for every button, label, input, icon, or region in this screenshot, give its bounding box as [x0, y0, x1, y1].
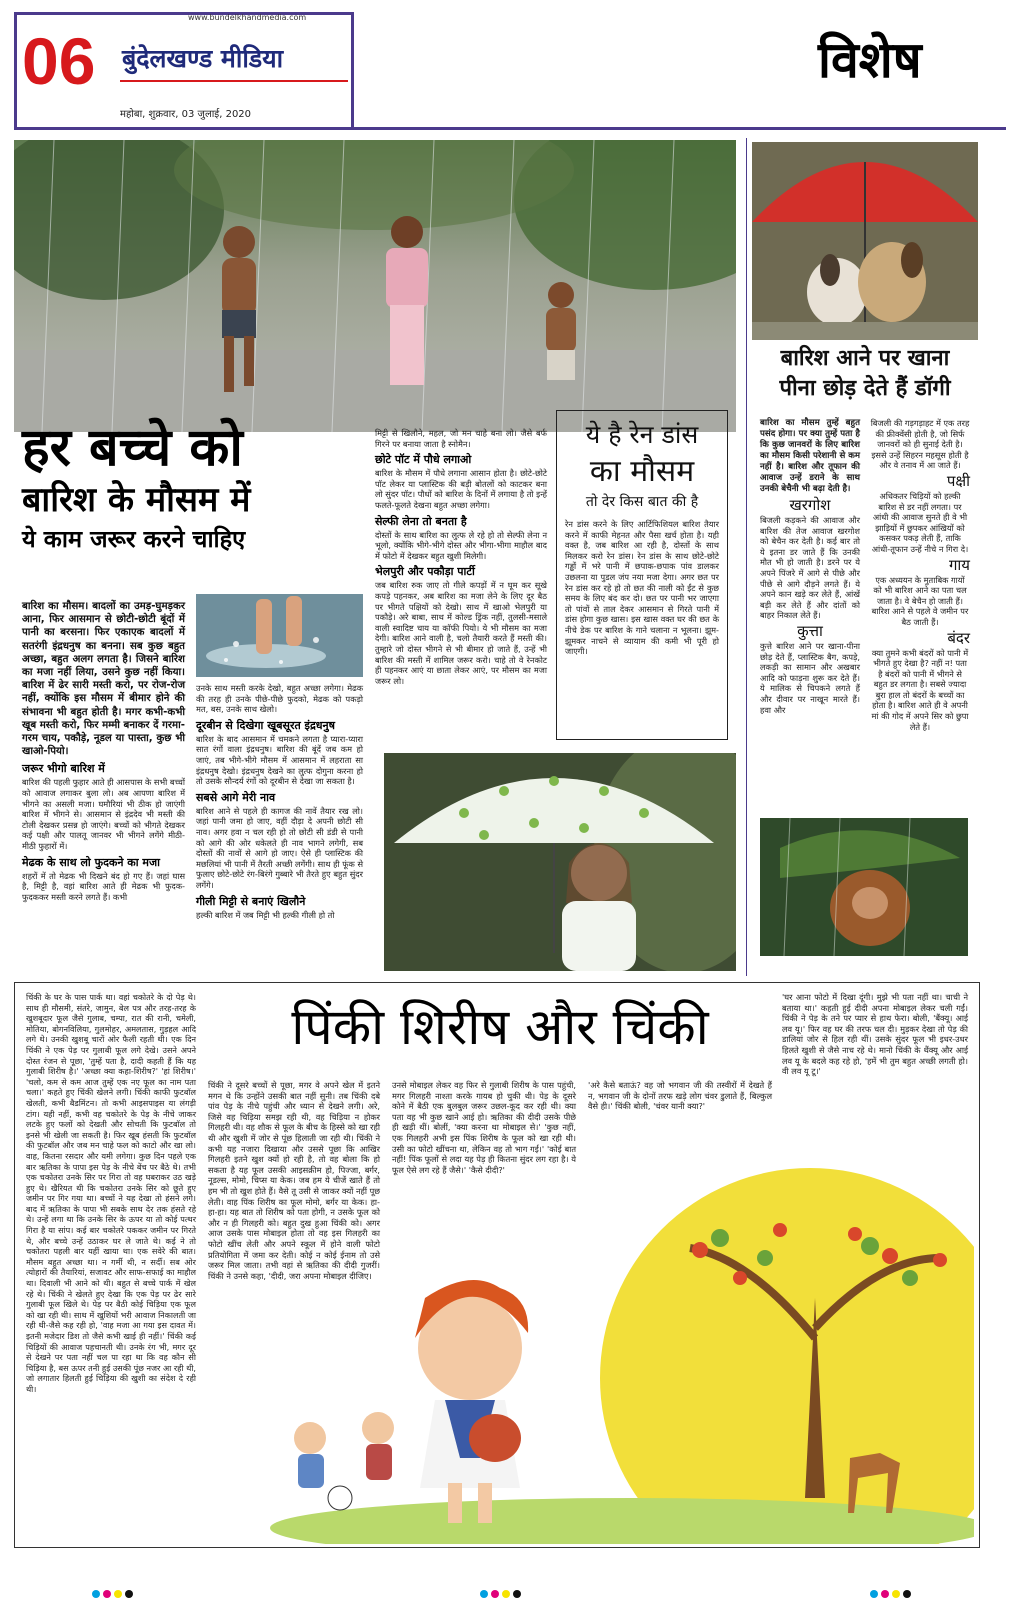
- rain-dance-subhead: तो देर किस बात की है: [585, 494, 699, 510]
- brand-logo-text: बुंदेलखण्ड मीडिया: [122, 44, 284, 73]
- main-headline: [22, 418, 377, 556]
- sec2-title: मेढक के साथ लो फुदकने का मजा: [22, 855, 161, 869]
- sec4-title: सबसे आगे मेरी नाव: [196, 790, 276, 804]
- registration-marks-right: [870, 1583, 914, 1602]
- story-col4: [588, 1080, 772, 1112]
- story-col1-text: चिंकी के घर के पास पार्क था। वहां चकोतरे के दो पेड़ थे। साथ ही मौसमी, संतरे, जामुन, बेल पत्र और तरह-तरह के खुशबूदार फूल जैसे गुलाब, चम्पा, रात की रानी, चमेली, मोतिया, बोगनविलिया, गुलमोहर, अमलतास, गुड़हल आदि लगे थे। उनकी खुशबू चारों ओर फैली रहती थी। एक दिन चिंकी ने एक पेड़ पर गुलाबी फूल लगे देखे। उसने अपने दोस्त रंजन से पूछा, 'तुम्हें पता है, दादी कहती हैं कि यह गुलाबी शिरीष है।' 'अच्छा क्या कहा-शिरीष?' 'हां शिरीष।' 'चलो, कम से कम आज तुम्हें एक नए फूल का नाम पता चला।' कहते हुए चिंकी खेलने लगी। चिंकी काफी फुटबॉल खेलती, कभी बैडमिंटन। तो कभी आइसपाइस या लंगड़ी टांग। यही नहीं, कभी वह चकोतरे के पेड़ के नीचे जाकर लटके हुए फलों को देखती और सोचती कि फुटबॉल तो इनसे भी खेली जा सकती है। फिर खूब हंसती कि फुटबॉल की फुटबॉल और जब मन चाहे फल को काटो और खा लो। वाह, कितना रसदार और यमी लगेगा। कुछ दिन पहले एक बार ऋतिका के पापा इस पेड़ के नीचे बेंच पर बैठे थे। तभी एक चकोतरा उनके सिर पर गिरा तो वह घबराकर उठ खड़े हुए थे। खैरियत थी कि चकोतरा उनके सिर को छूते हुए जमीन पर गिर गया था। बच्चों ने यह देखा तो हंसने लगे। बाद में ऋतिका के पापा भी सबके साथ देर तक हंसते रहे थे। उन्हें लगा था कि उनके सिर के ऊपर या तो कोई पत्थर गिरा है या सांप। कई बार चकोतरे पककर जमीन पर गिरते थे, और बच्चे उन्हें उठाकर घर ले जाते थे। कई ने तो चकोतरा पहली बार यहीं खाया था। एक सवेरे की बात। मौसम बहुत अच्छा था। न गर्मी थी, न सर्दी। सब ओर त्योहारों की तैयारियां, सजावट और साफ-सफाई का माहौल था। दिवाली भी आने को थी। बहुत से बच्चे पार्क में खेल रहे थे। चिंकी ने खेलते हुए देखा कि एक पेड़ पर ढेर सारे गुलाबी फूल खिले थे। पेड़ पर बैठी कोई चिड़िया एक फूल को खा रही थी। साथ में खुशियों भरी आवाज निकालती जा रही थी-जैसे कह रही हो, 'वाह मजा आ गया इस दावत में। इतनी मजेदार डिश तो जैसे कभी खाई ही नहीं।' चिंकी कई चिड़ियों की आवाज पहचानती थी। उनके रंग भी, मगर दूर से देखने पर पता नहीं चल पा रहा था कि वह कौन सी चिड़िया है, बस ऊपर तनी हुई उसकी पूंछ नजर आ रही थी, जो लगातार हिलती हुई चिड़िया की खुशी का संदेश दे रही थी।: [26, 992, 196, 1394]
- section-title: विशेष: [818, 31, 922, 89]
- main-story-col3: [375, 428, 547, 686]
- rain-dance-headline1: ये है रेन डांस: [585, 420, 699, 449]
- registration-marks-left: [92, 1583, 136, 1602]
- story-col2-text: चिंकी ने दूसरे बच्चों से पूछा, मगर वे अपने खेल में इतने मगन थे कि उन्होंने उसकी बात नहीं सुनी। तब चिंकी दबे पांव पेड़ के नीचे पहुंची और ध्यान से देखने लगी। अरे, जिसे वह चिड़िया समझ रही थी, वह चिड़िया न होकर गिलहरी थी। वह शौक से फूल के बीच के हिस्से को खा रही थी और खुशी में जोर से पूंछ हिलाती जा रही थी। चिंकी ने कभी यह नजारा दिखाया और उससे पूछा कि आखिर गिलहरी इतने खुश क्यों हो रही है, तो वह बोला कि हो सकता है यह फूल उसकी आइसक्रीम हो, पिज्जा, बर्गर, नूडल्स, मोमो, चिप्स या केक। जब हम ये चीजें खाते हैं तो हम भी तो खुश होते हैं। वैसे तू उसी से जाकर क्यों नहीं पूछ लेती। वाह पिंक शिरीष का फूल मोमो, बर्गर या केक। हा-हा-हा। यह बात तो शिरीष को पता होगी, न उसके फूल को और न ही गिलहरी को। बहुत दुख हुआ चिंकी को। अगर आज उसके पास मोबाइल होता तो वह इस गिलहरी का फोटो खींच लेती और अपने स्कूल में होने वाली फोटो प्रतियोगिता में जमा कर देती। कोई न कोई ईनाम तो उसे जरूर मिल जाता। तभी वहां से ऋतिका की दीदी गुजरीं। चिंकी ने उनसे कहा, 'दीदी, जरा अपना मोबाइल दीजिए।: [208, 1080, 380, 1281]
- story-col3-text: उनसे मोबाइल लेकर वह फिर से गुलाबी शिरीष के पास पहुंची, मगर गिलहरी नाश्ता करके गायब हो चुकी थी। पेड़ के दूसरे कोने में बैठी एक बुलबुल जरूर उछल-कूद कर रही थी। क्या पता वह भी कुछ खाने आई हो। ऋतिका की दीदी उसके पीछे ही खड़ी थीं। बोलीं, 'क्या करना था मोबाइल से।' 'कुछ नहीं, एक गिलहरी अभी इस पिंक शिरीष के फूल को खा रही थी। उसी का फोटो खींचना था, लेकिन वह तो भाग गई।' 'कोई बात नहीं! पिंक फूलों से लदा यह पेड़ ही कितना सुंदर लग रहा है। ये फूल ऐसे लग रहे हैं जैसे।' 'कैसे दीदी?': [392, 1080, 576, 1175]
- illustration-girl-tree: [250, 1138, 974, 1544]
- dog-text-continued: बिजली की गड़गड़ाहट में एक तरह की फ्रीक्वेंसी होती है, जो सिर्फ जानवरों को ही सुनाई देती है। इससे उन्हें सिहरन महसूस होती है और वे तनाव में आ जाते हैं।: [870, 418, 970, 471]
- main-lead: बारिश का मौसम। बादलों का उमड़-घुमड़कर आना, फिर आसमान से छोटी-छोटी बूंदों में पानी का बरसना। फिर एकाएक बादलों में सतरंगी इंद्रधनुष का बनना। सब कुछ बहुत अच्छा, बहुत अलग लगता है। जिसने बारिश का मजा नहीं लिया, उसने कुछ नहीं किया। बारिश में ढेर सारी मस्ती करो, पर रोज-रोज नहीं, क्योंकि इस मौसम में बीमार होने की संभावना भी बहुत होती है। मगर कभी-कभी खूब मस्ती करो, फिर मम्मी बनाकर दें गरमा-गरम चाय, पकौड़े, नूडल या पास्ता, कुछ भी खाओ-पियो।: [22, 601, 185, 758]
- cow-title: गाय: [948, 555, 970, 574]
- story-title: पिंकी शिरीष और चिंकी: [291, 998, 709, 1056]
- col2-continued: उनके साथ मस्ती करके देखो, बहुत अच्छा लगेगा। मेढक की तरह ही उनके पीछे-पीछे फुदको, मेढक को पकड़ो मत, बस, उनके साथ खेलो।: [196, 683, 363, 715]
- header-url[interactable]: www.bundelkhandmedia.com: [188, 13, 307, 22]
- story-col5: [782, 992, 968, 1077]
- sec5-title: गीली मिट्टी से बनाएं खिलौने: [196, 894, 306, 908]
- photo-monkey-leaf: [760, 818, 968, 956]
- main-headline-line3: ये काम जरूर करने चाहिए: [22, 525, 246, 553]
- sec1-text: बारिश की पहली फुहार आते ही आसपास के सभी बच्चों को आवाज लगाकर बुला लो। अब आपणा बारिश में भीगने का असली मजा। घमौरियां भी ठीक हो जाएंगी बारिश में भीगने से। आसमान से इंद्रदेव भी मस्ती की टोली देखकर प्रसन्न हो जाएंगे। बच्चों को भीगते देखकर कई पक्षी और पालतू जानवर भी भीगने लगेंगे मीठी-मीठी फुहारों में।: [22, 777, 185, 851]
- sec6-text: बारिश के मौसम में पौधे लगाना आसान होता है। छोटे-छोटे पॉट लेकर या प्लास्टिक की बड़ी बोतलों को काटकर बना लो सुंदर पॉट। पौधों को बारिश के दिनों में लगाया है तो इन्हें फलते-फूलते देखना बहुत अच्छा लगेगा।: [375, 468, 547, 510]
- registration-marks-center: [480, 1583, 524, 1602]
- rain-dance-text: रेन डांस करने के लिए आर्टिफिशियल बारिश तैयार करने में काफी मेहनत और पैसा खर्च होता है। यही वक्त है, जब बारिश आ रही है, दोस्तों के साथ मिलकर करो रेन डांस। रेन डांस के साथ छोटे-छोटे गड्ढों में भरे पानी में छपाक-छपाक पांव डालकर उछलना या पुडल जंप नया मजा देगा। अगर छत पर रेन डांस कर रहे हो तो छत की नाली को ईंट से कुछ समय के लिए बंद कर दो। छत पर पानी भर जाएगा तो पांवों से ताल देकर आसमान से गिरते पानी में डांस होगा कुछ खास। इस खास वक्त घर की छत के नीचे डेक पर बारिश के गाने चलाना न भूलना। झूम-झूमकर नाचने से व्यायाम की कमी भी पूरी हो जाएगी।: [565, 519, 719, 657]
- rain-dance-box: [556, 410, 728, 740]
- sec8-text: जब बारिश रुक जाए तो गीले कपड़ों में न घूम कर सूखे कपड़े पहनकर, अब बारिश का मजा लेने के लिए दूर बैठ पर भीगते पक्षियों को देखो। साथ में खाओ भेलपुरी या पकौड़े। अरे बाबा, साथ में कोल्ड ड्रिंक नहीं, तुलसी-मसाले वाली स्वादिष्ट चाय या कॉफी पियो। ये भी मौसम का मजा देगी। बारिश आने वाली है, चलो तैयारी करते हैं मस्ती की। तुम्हारे जो दोस्त भीगने से भी बीमार हो जाते हैं, उन्हें भी बारिश की मस्ती में शामिल जरूर करो। चाहे तो वे रेनकोट ही पहनकर आएं या छाता लेकर आएं, पर मौसम का मजा जरूर लो।: [375, 580, 547, 686]
- bird-title: पक्षी: [946, 471, 970, 490]
- sec8-title: भेलपुरी और पकौड़ा पार्टी: [375, 565, 475, 579]
- dogs-col1: [760, 418, 860, 715]
- sec3-title: दूरबीन से दिखेगा खूबसूरत इंद्रधनुष: [196, 718, 336, 732]
- sec7-text: दोस्तों के साथ बारिश का लुत्फ ले रहे हो तो सेल्फी लेना न भूलो, क्योंकि भीगे-भीगे दोस्त और भीगा-भीगा माहौल बाद में फोटो में देखकर बहुत खुशी मिलेगी।: [375, 529, 547, 561]
- brand-underline: [120, 80, 348, 82]
- main-headline-line1: हर बच्चे को: [22, 418, 243, 478]
- dog-title: कुत्ता: [797, 621, 823, 640]
- sec5-text: हल्की बारिश में जब मिट्टी भी हल्की गीली हो तो: [196, 909, 335, 920]
- bird-text: अधिकतर चिड़ियों को हल्की बारिश से डर नहीं लगता। पर आंधी की आवाज सुनते ही वे भी झाड़ियों में छुपकर आंखियों को कसकर पकड़ लेती हैं, ताकि आंधी-तूफान उन्हें नीचे न गिरा दे।: [871, 490, 969, 554]
- brand-logo: [120, 34, 348, 78]
- dogs-headline: [752, 344, 978, 404]
- rabbit-title: खरगोश: [789, 496, 831, 514]
- header-rule: [14, 127, 1006, 130]
- main-story-col2: [196, 683, 363, 920]
- dogs-headline1: बारिश आने पर खाना: [780, 346, 950, 371]
- sec7-title: सेल्फी लेना तो बनता है: [375, 514, 467, 528]
- photo-girl-umbrella: [384, 753, 736, 971]
- story-col4-text: 'अरे कैसे बताऊं? वह जो भगवान जी की तस्वीरों में देखते हैं न, भगवान जी के दोनों तरफ खड़े लोग चंवर डुलाते हैं, बिल्कुल वैसे ही।' चिंकी बोली, 'चंवर यानी क्या?': [588, 1080, 772, 1112]
- story-col5-text: 'घर आना फोटो में दिखा दूंगी। मुझे भी पता नहीं था। चाची ने बताया था।' कहती हुई दीदी अपना मोबाइल लेकर चली गईं। चिंकी ने पेड़ के तने पर प्यार से हाथ फेरा। बोली, 'बैंक्यू। आई लव यू।' फिर वह घर की तरफ चल दी। मुड़कर देखा तो पेड़ की डालियां जोर से हिल रही थीं। उसके सुंदर फूल भी इधर-उधर हिलते खुशी से जैसे नाच रहे थे। मानो चिंकी के थैंक्यू और आई लव यू के बदले कह रहे हो, 'हमें भी तुम बहुत अच्छी लगती हो। वी लव यू टू।': [782, 992, 968, 1077]
- main-story-col1: [22, 600, 185, 902]
- sec2-text: शहरों में तो मेढक भी दिखने बंद हो गए हैं। जहां घास है, मिट्टी है, वहां बारिश आते ही मेढक भी फुदक-फुदककर मस्ती करने लगते हैं। कभी: [22, 870, 185, 902]
- main-headline-line2: बारिश के मौसम में: [22, 480, 251, 520]
- story-col1: [26, 992, 196, 1395]
- dog-text: कुत्ते बारिश आने पर खाना-पीना छोड़ देते हैं, प्लास्टिक बैग, कपड़े, लकड़ी का सामान और अखबार आदि को फाड़ना शुरू कर देते हैं। ये मालिक से चिपकने लगते हैं और दीवार पर नाखून मारते हैं। हवा और: [760, 640, 860, 715]
- sec4-text: बारिश आने से पहले ही कागज की नावें तैयार रख लो। जहां पानी जमा हो जाए, वहीं दौड़ा दे अपनी छोटी सी नाव। अगर हवा न चल रही हो तो छोटी सी डंडी से पानी को आगे की ओर धकेलते ही नाव भागने लगेगी, सब दोस्तों की नावों से आगे हो जाए। ऐसे ही प्लास्टिक की मछलियां भी पानी में तैरती अच्छी लगेंगी। साथ ही फूंक से फुलाए छोटे-छोटे रंग-बिरंगे गुब्बारे भी तैरते हुए बहुत सुंदर लगेंगे।: [196, 805, 363, 890]
- photo-splash: [196, 594, 363, 677]
- rain-dance-headline2: का मौसम: [589, 454, 695, 489]
- monkey-title: बंदर: [947, 628, 970, 647]
- monkey-text: क्या तुमने कभी बंदरों को पानी में भीगते हुए देखा है? नहीं न! पता है बंदरों को पानी में भीगने से बहुत डर लगता है। सबसे ज्यादा बुरा हाल तो बंदरों के बच्चों का होता है। बारिश आते ही वे अपनी मां की गोद में अपने सिर को छुपा लेते हैं।: [871, 647, 969, 732]
- photo-children-in-rain: [14, 140, 736, 432]
- brand-logo-art: [120, 34, 348, 78]
- sec6-title: छोटे पॉट में पौधे लगाओ: [375, 453, 472, 467]
- cow-text: एक अध्ययन के मुताबिक गायों को भी बारिश आने का पता चल जाता है। वे बेचैन हो जाती हैं। बारिश आने से पहले वे जमीन पर बैठ जाती हैं।: [871, 574, 969, 627]
- dateline: महोबा, शुक्रवार, 03 जुलाई, 2020: [120, 109, 252, 120]
- dogs-col2: [870, 418, 970, 732]
- dogs-intro: बारिश का मौसम तुम्हें बहुत पसंद होगा। पर क्या तुम्हें पता है कि कुछ जानवरों के लिए बारिश का मौसम किसी परेशानी से कम नहीं है। बारिश और तूफान की आवाज उन्हें डराने के साथ उनकी बेचैनी भी बढ़ा देती है।: [760, 418, 860, 494]
- dogs-headline2: पीना छोड़ देते हैं डॉगी: [779, 376, 951, 401]
- sec1-title: जरूर भीगो बारिश में: [22, 762, 105, 776]
- sec3-text: बारिश के बाद आसमान में चमकने लगता है प्यारा-प्यारा सात रंगों वाला इंद्रधनुष। बारिश की बूंदें जब कम हो जाएं, तब भीगे-भीगे मौसम में आसमान में लहराता सा इंद्रधनुष देखो। इंद्रधनुष देखने का लुत्फ दोगुना करना हो तो उसके सौन्दर्य रंगों को दूरबीन से देखा जा सकता है।: [196, 733, 363, 787]
- col3-continued: मिट्टी से खिलौने, महल, जो मन चाहे बना लो। जैसे बर्फ गिरने पर बनाया जाता है स्नोमैन।: [375, 428, 547, 449]
- photo-dogs-umbrella: [752, 142, 978, 340]
- page-number: 06: [22, 24, 96, 98]
- rabbit-text: बिजली कड़कने की आवाज और बारिश की तेज आवाज खरगोश को बेचैन कर देती है। कई बार तो ये इतना डर जाते हैं कि उनकी मौत भी हो जाती है। डरने पर ये अपने पिंजरे में आगे से पीछे और पीछे से आगे दौड़ने लगते हैं। ये अपने कान खड़े कर लेते हैं, आंखें बड़ी कर लेते हैं और दांतों को बाहर निकाल लेते हैं।: [760, 515, 860, 621]
